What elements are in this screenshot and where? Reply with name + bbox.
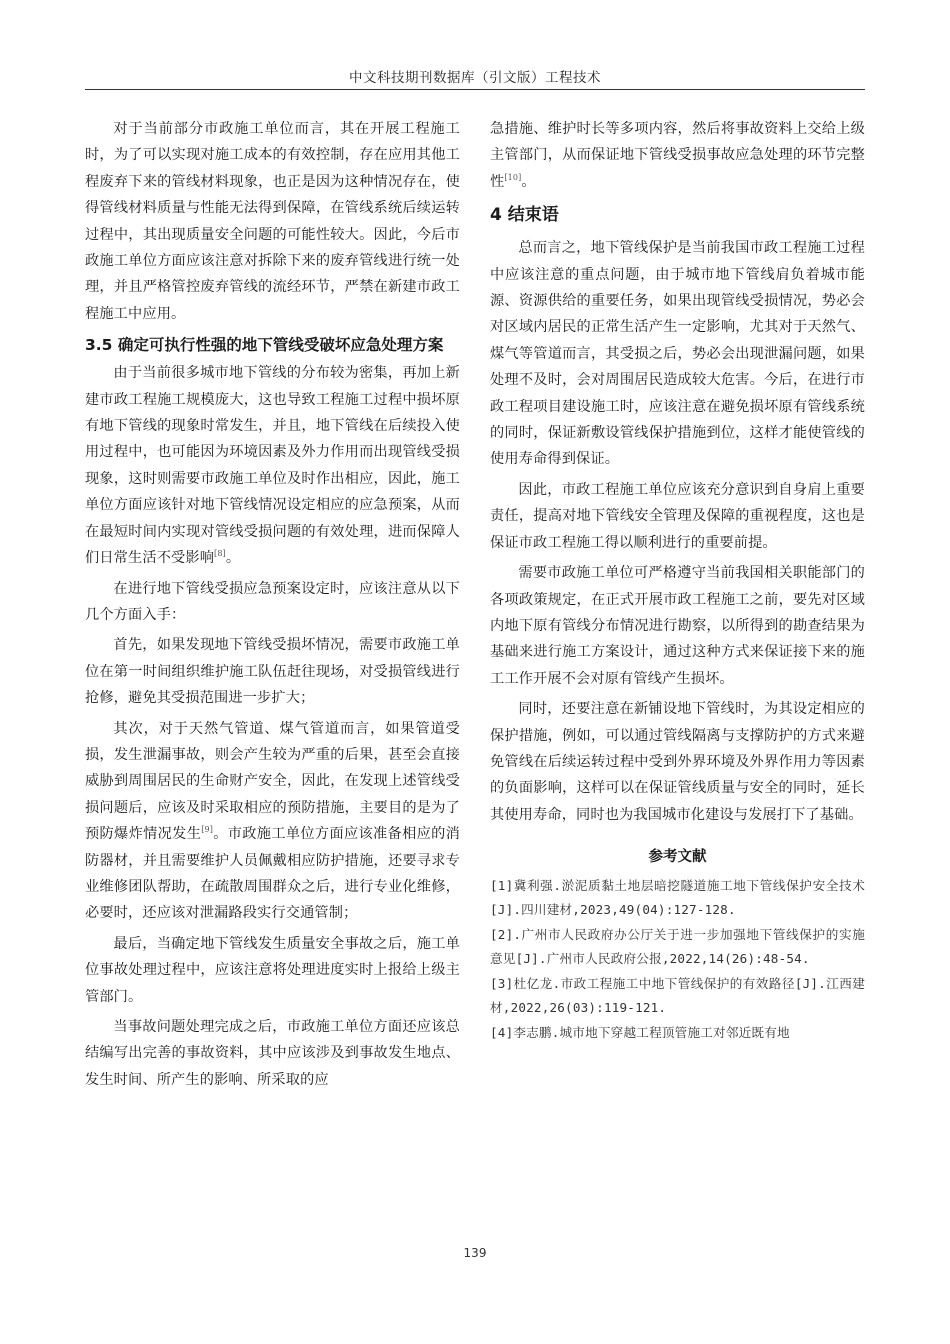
- paragraph: 对于当前部分市政施工单位而言，其在开展工程施工时，为了可以实现对施工成本的有效控制，存在应用其他工程废弃下来的管线材料现象，也正是因为这种情况存在，使得管线材料质量与性能无法得到保障，在管线系统后续运转过程中，其出现质量安全问题的可能性较大。因此，今后市政施工单位方面应该注意对拆除下来的废弃管线进行统一处理，并且严格管控废弃管线的流经环节，严禁在新建市政工程施工中应用。: [85, 121, 460, 322]
- left-column: [85, 116, 460, 1097]
- paragraph-text: 由于当前很多城市地下管线的分布较为密集，再加上新建市政工程施工规模庞大，这也导致工程施工过程中损坏原有地下管线的现象时常发生，并且，地下管线在后续投入使用过程中，也可能因为环境因素及外力作用而出现管线受损现象，这时则需要市政施工单位及时作出相应，因此，施工单位方面应该针对地下管线情况设定相应的应急预案，从而在最短时间内实现对管线受损问题的有效处理，进而保障人们日常生活不受影响: [85, 365, 460, 567]
- paragraph: 最后，当确定地下管线发生质量安全事故之后，施工单位事故处理过程中，应该注意将处理进度实时上报给上级主管部门。: [85, 935, 460, 1005]
- header-divider: [85, 89, 865, 90]
- journal-header: 中文科技期刊数据库（引文版）工程技术: [349, 70, 601, 86]
- citation-9[interactable]: [9]: [201, 825, 214, 835]
- paragraph: 同时，还要注意在新铺设地下管线时，为其设定相应的保护措施，例如，可以通过管线隔离与支撑防护的方式来避免管线在后续运转过程中受到外界环境及外界作用力等因素的负面影响，这样可以在保证管线质量与安全的同时，延长其使用寿命，同时也为我国城市化建设与发展打下了基础。: [490, 701, 865, 823]
- paragraph: 首先，如果发现地下管线受损坏情况，需要市政施工单位在第一时间组织维护施工队伍赶往现场，对受损管线进行抢修，避免其受损范围进一步扩大；: [85, 637, 460, 707]
- paragraph-text: 。市政施工单位方面应该准备相应的消防器材，并且需要维护人员佩戴相应防护措施，还要寻求专业维修团队帮助，在疏散周围群众之后，进行专业化维修，必要时，还应该对泄漏路段实行交通管制；: [85, 826, 461, 922]
- page-number: 139: [463, 1246, 487, 1260]
- punctuation: 。: [521, 173, 536, 190]
- paragraph: 因此，市政工程施工单位应该充分意识到自身肩上重要责任，提高对地下管线安全管理及保障的重视程度，这也是保证市政工程施工得以顺利进行的重要前提。: [490, 481, 865, 551]
- paragraph: 需要市政施工单位可严格遵守当前我国相关职能部门的各项政策规定，在正式开展市政工程施工之前，要先对区域内地下原有管线分布情况进行勘察，以所得到的勘查结果为基础来进行施工方案设计，通过这种方式来保证接下来的施工工作开展不会对原有管线产生损坏。: [490, 565, 865, 687]
- paragraph: [85, 716, 460, 927]
- paragraph: 在进行地下管线受损应急预案设定时，应该注意从以下几个方面入手：: [85, 580, 460, 623]
- paragraph-text: 急措施、维护时长等多项内容，然后将事故资料上交给上级主管部门，从而保证地下管线受损事故应急处理的环节完整性: [490, 121, 865, 190]
- section-heading-3-5: 3.5 确定可执行性强的地下管线受破坏应急处理方案: [85, 336, 444, 355]
- paragraph: [85, 360, 460, 571]
- paragraph: [490, 116, 865, 195]
- reference-item: [4]李志鹏.城市地下穿越工程顶管施工对邻近既有地: [490, 1025, 790, 1041]
- paragraph-text: 其次，对于天然气管道、煤气管道而言，如果管道受损，发生泄漏事故，则会产生较为严重的后果，甚至会直接威胁到周围居民的生命财产安全，因此，在发现上述管线受损问题后，应该及时采取相应的预防措施，主要目的是为了预防爆炸情况发生: [85, 720, 460, 843]
- citation-10[interactable]: [10]: [504, 172, 522, 182]
- reference-item: [1]冀利强.淤泥质黏土地层暗挖隧道施工地下管线保护安全技术[J].四川建材,2023,49(04):127-128.: [490, 878, 865, 917]
- paragraph: 当事故问题处理完成之后，市政施工单位方面还应该总结编写出完善的事故资料，其中应该涉及到事故发生地点、发生时间、所产生的影响、所采取的应: [85, 1019, 460, 1088]
- reference-item: [3]杜亿龙.市政工程施工中地下管线保护的有效路径[J].江西建材,2022,26(03):119-121.: [490, 976, 865, 1015]
- right-column: [490, 116, 865, 1047]
- section-heading-4: 4 结束语: [490, 205, 559, 226]
- punctuation: 。: [225, 550, 241, 567]
- references-heading: 参考文献: [648, 849, 707, 866]
- reference-item: [2].广州市人民政府办公厅关于进一步加强地下管线保护的实施意见[J].广州市人民政府公报,2022,14(26):48-54.: [490, 927, 865, 966]
- paragraph: 总而言之，地下管线保护是当前我国市政工程施工过程中应该注意的重点问题，由于城市地下管线肩负着城市能源、资源供给的重要任务，如果出现管线受损情况，势必会对区域内居民的正常生活产生一定影响，尤其对于天然气、煤气等管道而言，其受损之后，势必会出现泄漏问题，如果处理不及时，会对周围居民造成较大危害。今后，在进行市政工程项目建设施工时，应该注意在避免损坏原有管线系统的同时，保证新敷设管线保护措施到位，这样才能使管线的使用寿命得到保证。: [490, 240, 865, 468]
- citation-8[interactable]: [8]: [214, 549, 226, 559]
